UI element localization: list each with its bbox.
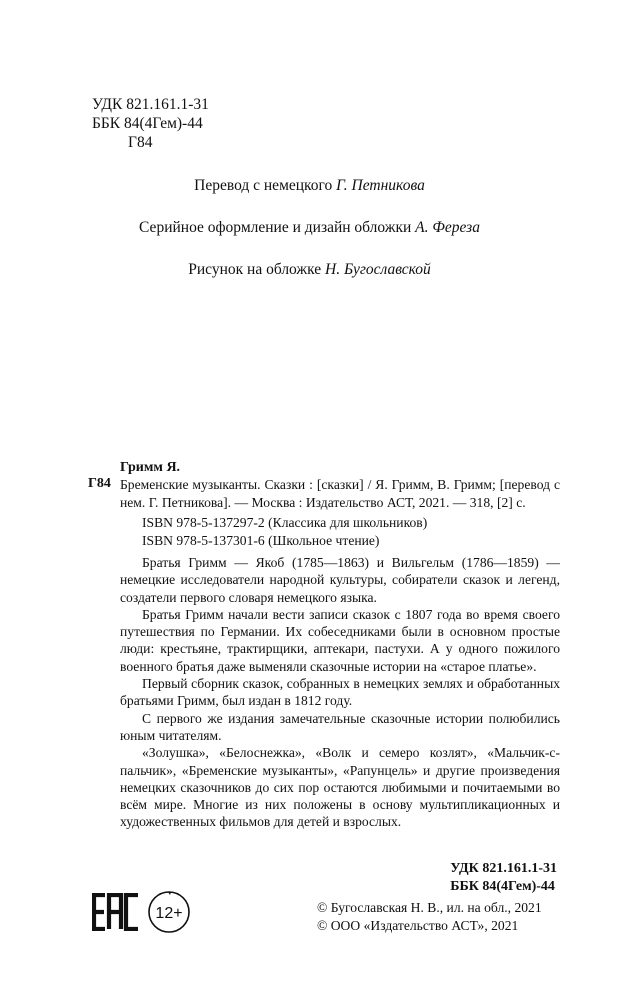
age-rating-icon — [146, 889, 192, 935]
isbn-line: ISBN 978-5-137301-6 (Школьное чтение) — [142, 533, 380, 548]
design-credit — [0, 219, 619, 237]
bbk-code: ББК 84(4Гем)-44 — [450, 879, 555, 894]
eac-mark-icon — [92, 893, 140, 931]
credit-name: А. Фереза — [415, 219, 480, 236]
bibliographic-description: Бременские музыканты. Сказки : [сказки] / Я. Гримм, В. Гримм; [перевод с нем. Г. Петникова]. — Москва : Издательство АСТ, 2021. — 318, [2] с. — [120, 477, 560, 510]
isbn-line: ISBN 978-5-137297-2 (Классика для школьников) — [142, 515, 428, 530]
credit-prefix: Рисунок на обложке — [188, 261, 326, 278]
annotation-paragraph: Братья Гримм — Якоб (1785—1863) и Вильгельм (1786—1859) — немецкие исследователи народной культуры, собиратели сказок и легенд, создатели первого словаря немецкого языка. — [120, 555, 560, 605]
credit-prefix: Серийное оформление и дизайн обложки — [139, 219, 416, 236]
cutter-code: Г84 — [128, 134, 153, 151]
copyright-line: © ООО «Издательство АСТ», 2021 — [317, 918, 519, 933]
illustration-credit — [0, 261, 619, 279]
bottom-classification-codes — [450, 860, 557, 896]
annotation-paragraph: «Золушка», «Белоснежка», «Волк и семеро козлят», «Мальчик-с-пальчик», «Бременские музыканты», «Рапунцель» и другие произведения немецких сказочников до сих пор остаются любимыми и почитаемыми во всём мире. Многие из них положены в основу мультипликационных и художественных фильмов для детей и взрослых. — [120, 745, 560, 830]
credit-name: Г. Петникова — [336, 177, 425, 194]
catalog-author: Гримм Я. — [120, 460, 181, 475]
age-rating-label: 12+ — [155, 905, 183, 922]
translator-credit — [0, 177, 619, 195]
udk-code: УДК 821.161.1-31 — [450, 861, 557, 876]
annotation — [120, 554, 560, 831]
copyright-line: © Бугославская Н. В., ил. на обл., 2021 — [317, 900, 542, 915]
credit-prefix: Перевод с немецкого — [194, 177, 337, 194]
annotation-paragraph: Братья Гримм начали вести записи сказок с 1807 года во время своего путешествия по Германии. Их собеседниками были в основном простые люди: крестьяне, трактирщики, аптекари, пастухи. А у одного пожилого военного братья даже выменяли сказочные истории на «старое платье». — [120, 606, 560, 674]
udk-code: УДК 821.161.1-31 — [92, 96, 209, 113]
top-classification-codes — [92, 95, 209, 152]
credit-name: Н. Бугославской — [325, 261, 431, 278]
annotation-paragraph: С первого же издания замечательные сказочные истории полюбились юным читателям. — [120, 710, 560, 743]
catalog-cutter: Г84 — [88, 476, 111, 491]
bbk-code: ББК 84(4Гем)-44 — [92, 115, 203, 132]
annotation-paragraph: Первый сборник сказок, собранных в немецких землях и обработанных братьями Гримм, был издан в 1812 году. — [120, 676, 560, 709]
